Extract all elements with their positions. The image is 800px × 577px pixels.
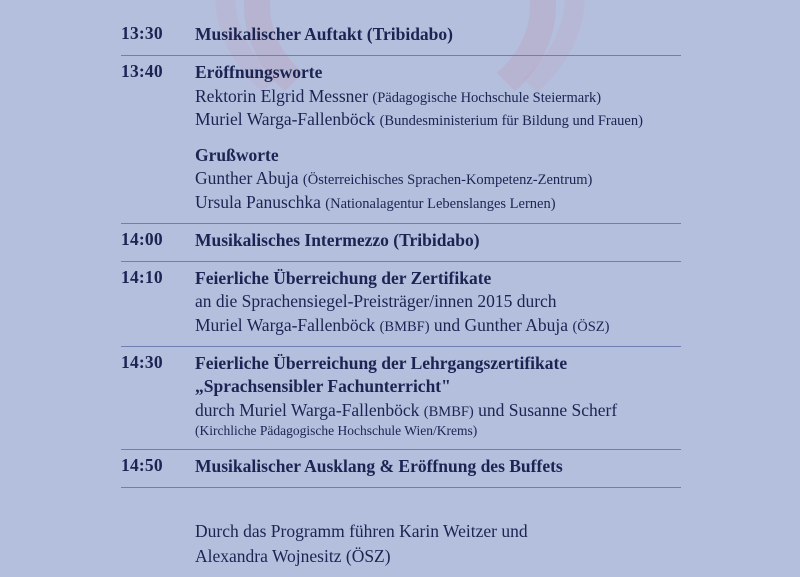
- affiliation: (Bundesministerium für Bildung und Frauen): [379, 112, 643, 129]
- entry-detail: [195, 314, 681, 337]
- schedule-entry: [195, 347, 681, 450]
- closing-line-2: Alexandra Wojnesitz (ÖSZ): [195, 545, 391, 566]
- schedule-entry: [195, 56, 681, 224]
- affiliation: (BMBF): [379, 318, 430, 335]
- affiliation: (ÖSZ): [572, 318, 610, 335]
- entry-subtitle: „Sprachsensibler Fachunterricht": [195, 376, 451, 397]
- entry-subtitle: Grußworte: [195, 145, 279, 166]
- entry-detail: [195, 85, 681, 108]
- entry-title: Musikalischer Ausklang & Eröffnung des Buffets: [195, 455, 563, 476]
- closing-time-empty: [121, 488, 195, 577]
- entry-title: Feierliche Überreichung der Zertifikate: [195, 268, 492, 289]
- affiliation: (Kirchliche Pädagogische Hochschule Wien/Krems): [195, 422, 478, 438]
- entry-detail: [195, 108, 681, 131]
- schedule-row: [121, 22, 681, 56]
- closing-row: [121, 488, 681, 577]
- schedule-time: 14:30: [121, 347, 195, 450]
- schedule-row: [121, 223, 681, 261]
- schedule-time: 13:30: [121, 23, 163, 43]
- entry-detail: an die Sprachensiegel-Preisträger/innen 2015 durch: [195, 291, 557, 312]
- program-schedule-table: [121, 22, 681, 577]
- person-name: Ursula Panuschka: [195, 191, 326, 212]
- schedule-row: [121, 449, 681, 487]
- person-name: Muriel Warga-Fallenböck: [195, 108, 380, 129]
- closing-line-1: Durch das Programm führen Karin Weitzer und: [195, 521, 528, 542]
- spacer: [195, 131, 681, 144]
- conjunction-person: und Gunther Abuja: [429, 314, 573, 335]
- schedule-row: [121, 56, 681, 224]
- person-name: Rektorin Elgrid Messner: [195, 85, 373, 106]
- affiliation: (Österreichisches Sprachen-Kompetenz-Zentrum): [302, 172, 593, 189]
- conjunction-person: und Susanne Scherf: [473, 399, 618, 420]
- schedule-entry: [195, 449, 681, 487]
- schedule-time: 13:40: [121, 56, 195, 224]
- schedule-entry: [195, 22, 681, 56]
- schedule-time: 14:50: [121, 449, 195, 487]
- entry-title: Feierliche Überreichung der Lehrgangszertifikate: [195, 353, 568, 373]
- entry-title: Musikalisches Intermezzo (Tribidabo): [195, 229, 480, 250]
- closing-note: [195, 488, 681, 577]
- schedule-time: 14:10: [121, 262, 195, 347]
- affiliation: (Pädagogische Hochschule Steiermark): [372, 89, 602, 106]
- entry-detail: [195, 191, 681, 214]
- entry-title: Eröffnungsworte: [195, 62, 323, 83]
- entry-detail: [195, 399, 681, 422]
- schedule-entry: [195, 223, 681, 261]
- schedule-row: [121, 347, 681, 450]
- schedule-time: 14:00: [121, 223, 195, 261]
- schedule-row: [121, 262, 681, 347]
- affiliation: (Nationalagentur Lebenslanges Lernen): [325, 195, 556, 212]
- affiliation: (BMBF): [423, 403, 474, 420]
- entry-detail: [195, 167, 681, 190]
- person-name: Muriel Warga-Fallenböck: [195, 314, 380, 335]
- person-name: durch Muriel Warga-Fallenböck: [195, 399, 424, 420]
- entry-title: Musikalischer Auftakt (Tribidabo): [195, 24, 453, 44]
- schedule-entry: [195, 262, 681, 347]
- person-name: Gunther Abuja: [195, 168, 303, 189]
